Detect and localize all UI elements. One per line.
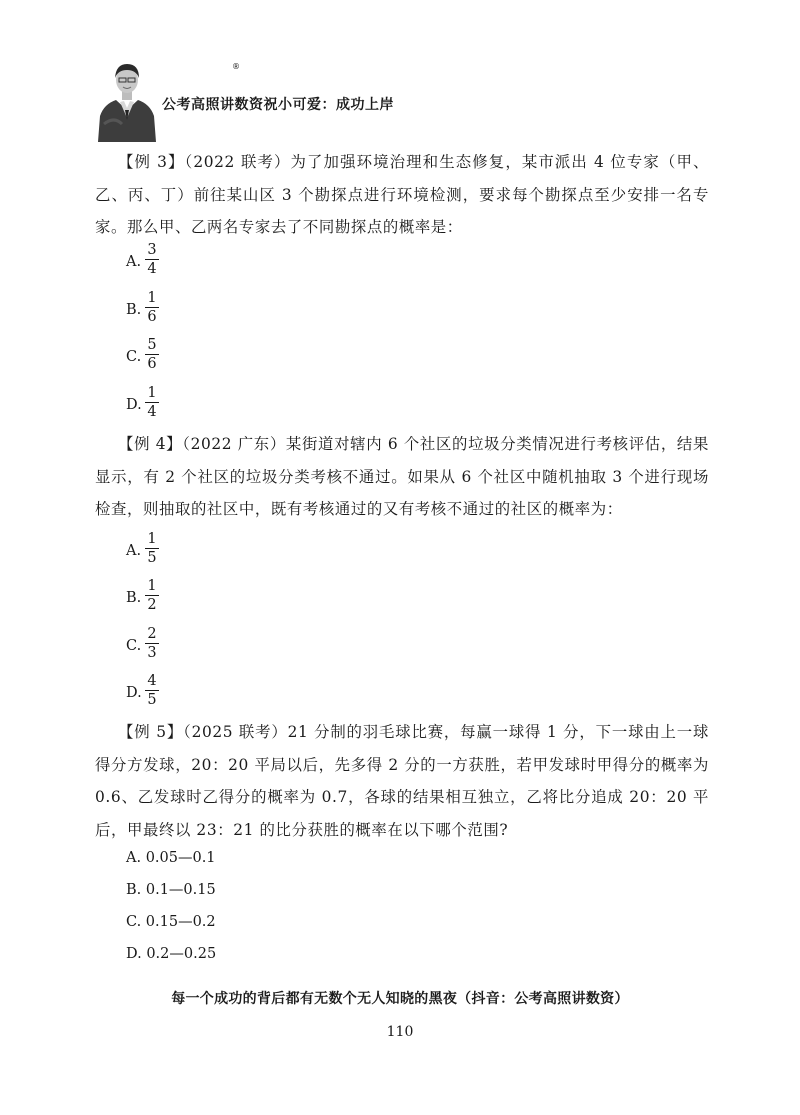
fraction bbox=[146, 336, 158, 373]
option-label: D. bbox=[126, 397, 142, 413]
option-b: B. 0.1—0.15 bbox=[126, 882, 216, 898]
option-label: C. bbox=[126, 638, 142, 654]
fraction bbox=[146, 625, 158, 662]
option-label: D. bbox=[126, 685, 142, 701]
footer-slogan: 每一个成功的背后都有无数个无人知晓的黑夜（抖音：公考高照讲数资） bbox=[171, 991, 629, 1007]
avatar bbox=[96, 58, 158, 142]
denominator: 3 bbox=[147, 645, 157, 661]
denominator: 4 bbox=[147, 261, 157, 277]
option-label: A. bbox=[126, 254, 142, 270]
denominator: 6 bbox=[147, 309, 157, 325]
fraction bbox=[146, 241, 158, 278]
denominator: 6 bbox=[147, 356, 157, 372]
option-a: A. 0.05—0.1 bbox=[126, 850, 216, 866]
numerator: 2 bbox=[147, 626, 157, 642]
question-example-3: 【例 3】（2022 联考）为了加强环境治理和生态修复，某市派出 4 位专家（甲、乙、丙、丁）前往某山区 3 个勘探点进行环境检测，要求每个勘探点至少安排一名专家。那么甲、乙两名专家去了不同勘探点的概率是： bbox=[95, 153, 709, 236]
fraction bbox=[146, 577, 158, 614]
page-number: 110 bbox=[386, 1024, 414, 1040]
fraction bbox=[146, 384, 158, 421]
denominator: 5 bbox=[147, 692, 157, 708]
header-title: 公考高照讲数资祝小可爱：成功上岸 bbox=[162, 97, 394, 113]
numerator: 1 bbox=[147, 578, 157, 594]
numerator: 3 bbox=[147, 242, 157, 258]
numerator: 1 bbox=[147, 290, 157, 306]
option-label: B. bbox=[126, 302, 142, 318]
fraction bbox=[146, 672, 158, 709]
numerator: 5 bbox=[147, 337, 157, 353]
denominator: 5 bbox=[147, 550, 157, 566]
option-label: A. bbox=[126, 543, 142, 559]
option-c: C. 0.15—0.2 bbox=[126, 914, 216, 930]
registered-mark: ® bbox=[232, 62, 240, 71]
option-d: D. 0.2—0.25 bbox=[126, 946, 217, 962]
fraction bbox=[146, 289, 158, 326]
numerator: 4 bbox=[147, 673, 157, 689]
numerator: 1 bbox=[147, 531, 157, 547]
option-label: C. bbox=[126, 349, 142, 365]
fraction bbox=[146, 530, 158, 567]
question-example-4: 【例 4】（2022 广东）某街道对辖内 6 个社区的垃圾分类情况进行考核评估，结果显示，有 2 个社区的垃圾分类考核不通过。如果从 6 个社区中随机抽取 3 个进行现场检查，则抽取的社区中，既有考核通过的又有考核不通过的社区的概率为： bbox=[95, 435, 709, 518]
denominator: 2 bbox=[147, 597, 157, 613]
question-example-5: 【例 5】（2025 联考）21 分制的羽毛球比赛，每赢一球得 1 分，下一球由上一球得分方发球，20：20 平局以后，先多得 2 分的一方获胜，若甲发球时甲得分的概率为 0.6、乙发球时乙得分的概率为 0.7，各球的结果相互独立，乙将比分追成 20：20 平后，甲最终以 23：21 的比分获胜的概率在以下哪个范围? bbox=[95, 723, 709, 839]
option-label: B. bbox=[126, 590, 142, 606]
numerator: 1 bbox=[147, 385, 157, 401]
denominator: 4 bbox=[147, 404, 157, 420]
page-header bbox=[96, 58, 516, 144]
